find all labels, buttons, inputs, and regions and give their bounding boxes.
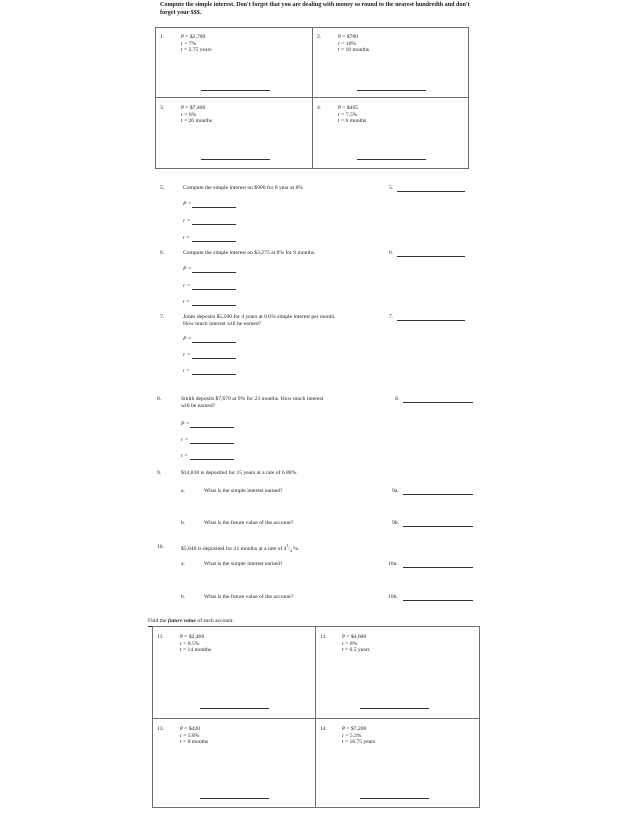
blank-t[interactable] [190, 459, 234, 460]
problem-text: Smith deposits $7,670 at 9% for 23 months. How much interest [181, 396, 324, 402]
blank-t[interactable] [192, 305, 236, 306]
answer-line[interactable] [200, 798, 269, 799]
problem-text: Jones deposits $5,500 for 4 years at 0.6% simple interest per month. [183, 314, 336, 320]
answer-line[interactable] [357, 90, 426, 91]
blank-P[interactable] [192, 272, 236, 273]
problem-number: 11. [157, 634, 164, 640]
given-values: P = $7,200 r = 5.3% t = 16.75 years [342, 726, 376, 746]
instructions-heading: Compute the simple interest. Don't forget that you are dealing with money so round to the nearest hundredth and don't forget your $$$. [160, 2, 470, 16]
given-values: P = $2,460 r = 8.5% t = 14 months [180, 634, 211, 654]
blank-P[interactable] [192, 342, 236, 343]
blank-r[interactable] [192, 224, 236, 225]
answer-line[interactable] [403, 567, 473, 568]
answer-line[interactable] [360, 708, 429, 709]
subquestion-text: What is the simple interest earned? [204, 561, 283, 567]
answer-line[interactable] [397, 320, 465, 321]
problem-number: 1. [160, 34, 165, 40]
problem-number: 2. [317, 34, 322, 40]
given-values: P = $420 r = 5.8% t = 8 months [180, 726, 209, 746]
problem-text: How much interest will be earned? [183, 321, 262, 327]
subquestion-text: What is the simple interest earned? [204, 488, 283, 494]
answer-line[interactable] [403, 526, 473, 527]
given-values: P = $465 r = 7.5% t = 6 months [338, 105, 367, 125]
problem-text: will be earned? [181, 403, 216, 409]
given-values: P = $700 r = 10% t = 18 months [338, 34, 369, 54]
subquestion-text: What is the future value of the account? [204, 594, 294, 600]
problem-cell [312, 27, 468, 97]
answer-line[interactable] [357, 159, 426, 160]
problem-cell [312, 97, 468, 167]
problem-cell [152, 718, 315, 806]
answer-line[interactable] [403, 494, 473, 495]
problem-text: $5,640 is deposited for 21 months at a rate of $4^1/_4$ %. [181, 544, 300, 553]
future-value-instructions: Find the future value of each account. [148, 618, 234, 624]
problem-number: 12. [320, 634, 327, 640]
blank-r[interactable] [190, 443, 234, 444]
blank-t[interactable] [192, 241, 236, 242]
subquestion-text: What is the future value of the account? [204, 520, 294, 526]
given-values: P = $2,700 r = 7% t = 2.75 years [181, 34, 212, 54]
answer-line[interactable] [403, 402, 473, 403]
problem-cell [155, 97, 312, 167]
problem-number: 4. [317, 105, 322, 111]
problem-cell [155, 27, 312, 97]
given-values: P = $4,600 r = 8% t = 6.5 years [342, 634, 370, 654]
problem-number: 3. [160, 105, 165, 111]
blank-t[interactable] [192, 374, 236, 375]
answer-line[interactable] [397, 256, 465, 257]
problem-cell [152, 626, 315, 718]
blank-P[interactable] [192, 207, 236, 208]
problem-text: Compute the simple interest on $3,275 at 8% for 9 months. [183, 250, 316, 256]
blank-P[interactable] [190, 427, 234, 428]
answer-line[interactable] [403, 600, 473, 601]
answer-line[interactable] [201, 90, 270, 91]
answer-line[interactable] [200, 708, 269, 709]
problem-cell [315, 626, 478, 718]
answer-line[interactable] [397, 191, 465, 192]
blank-r[interactable] [192, 289, 236, 290]
answer-line[interactable] [360, 798, 429, 799]
blank-r[interactable] [192, 358, 236, 359]
problem-text: Compute the simple interest on $900 for 8 year at 8% [183, 185, 303, 191]
problem-number: 14. [320, 726, 327, 732]
problem-cell [315, 718, 478, 806]
problem-text: $14,830 is deposited for 15 years at a rate of 6.88%. [181, 470, 298, 476]
answer-line[interactable] [201, 159, 270, 160]
given-values: P = $7,400 r = 6% t = 26 months [181, 105, 212, 125]
problem-number: 13. [157, 726, 164, 732]
